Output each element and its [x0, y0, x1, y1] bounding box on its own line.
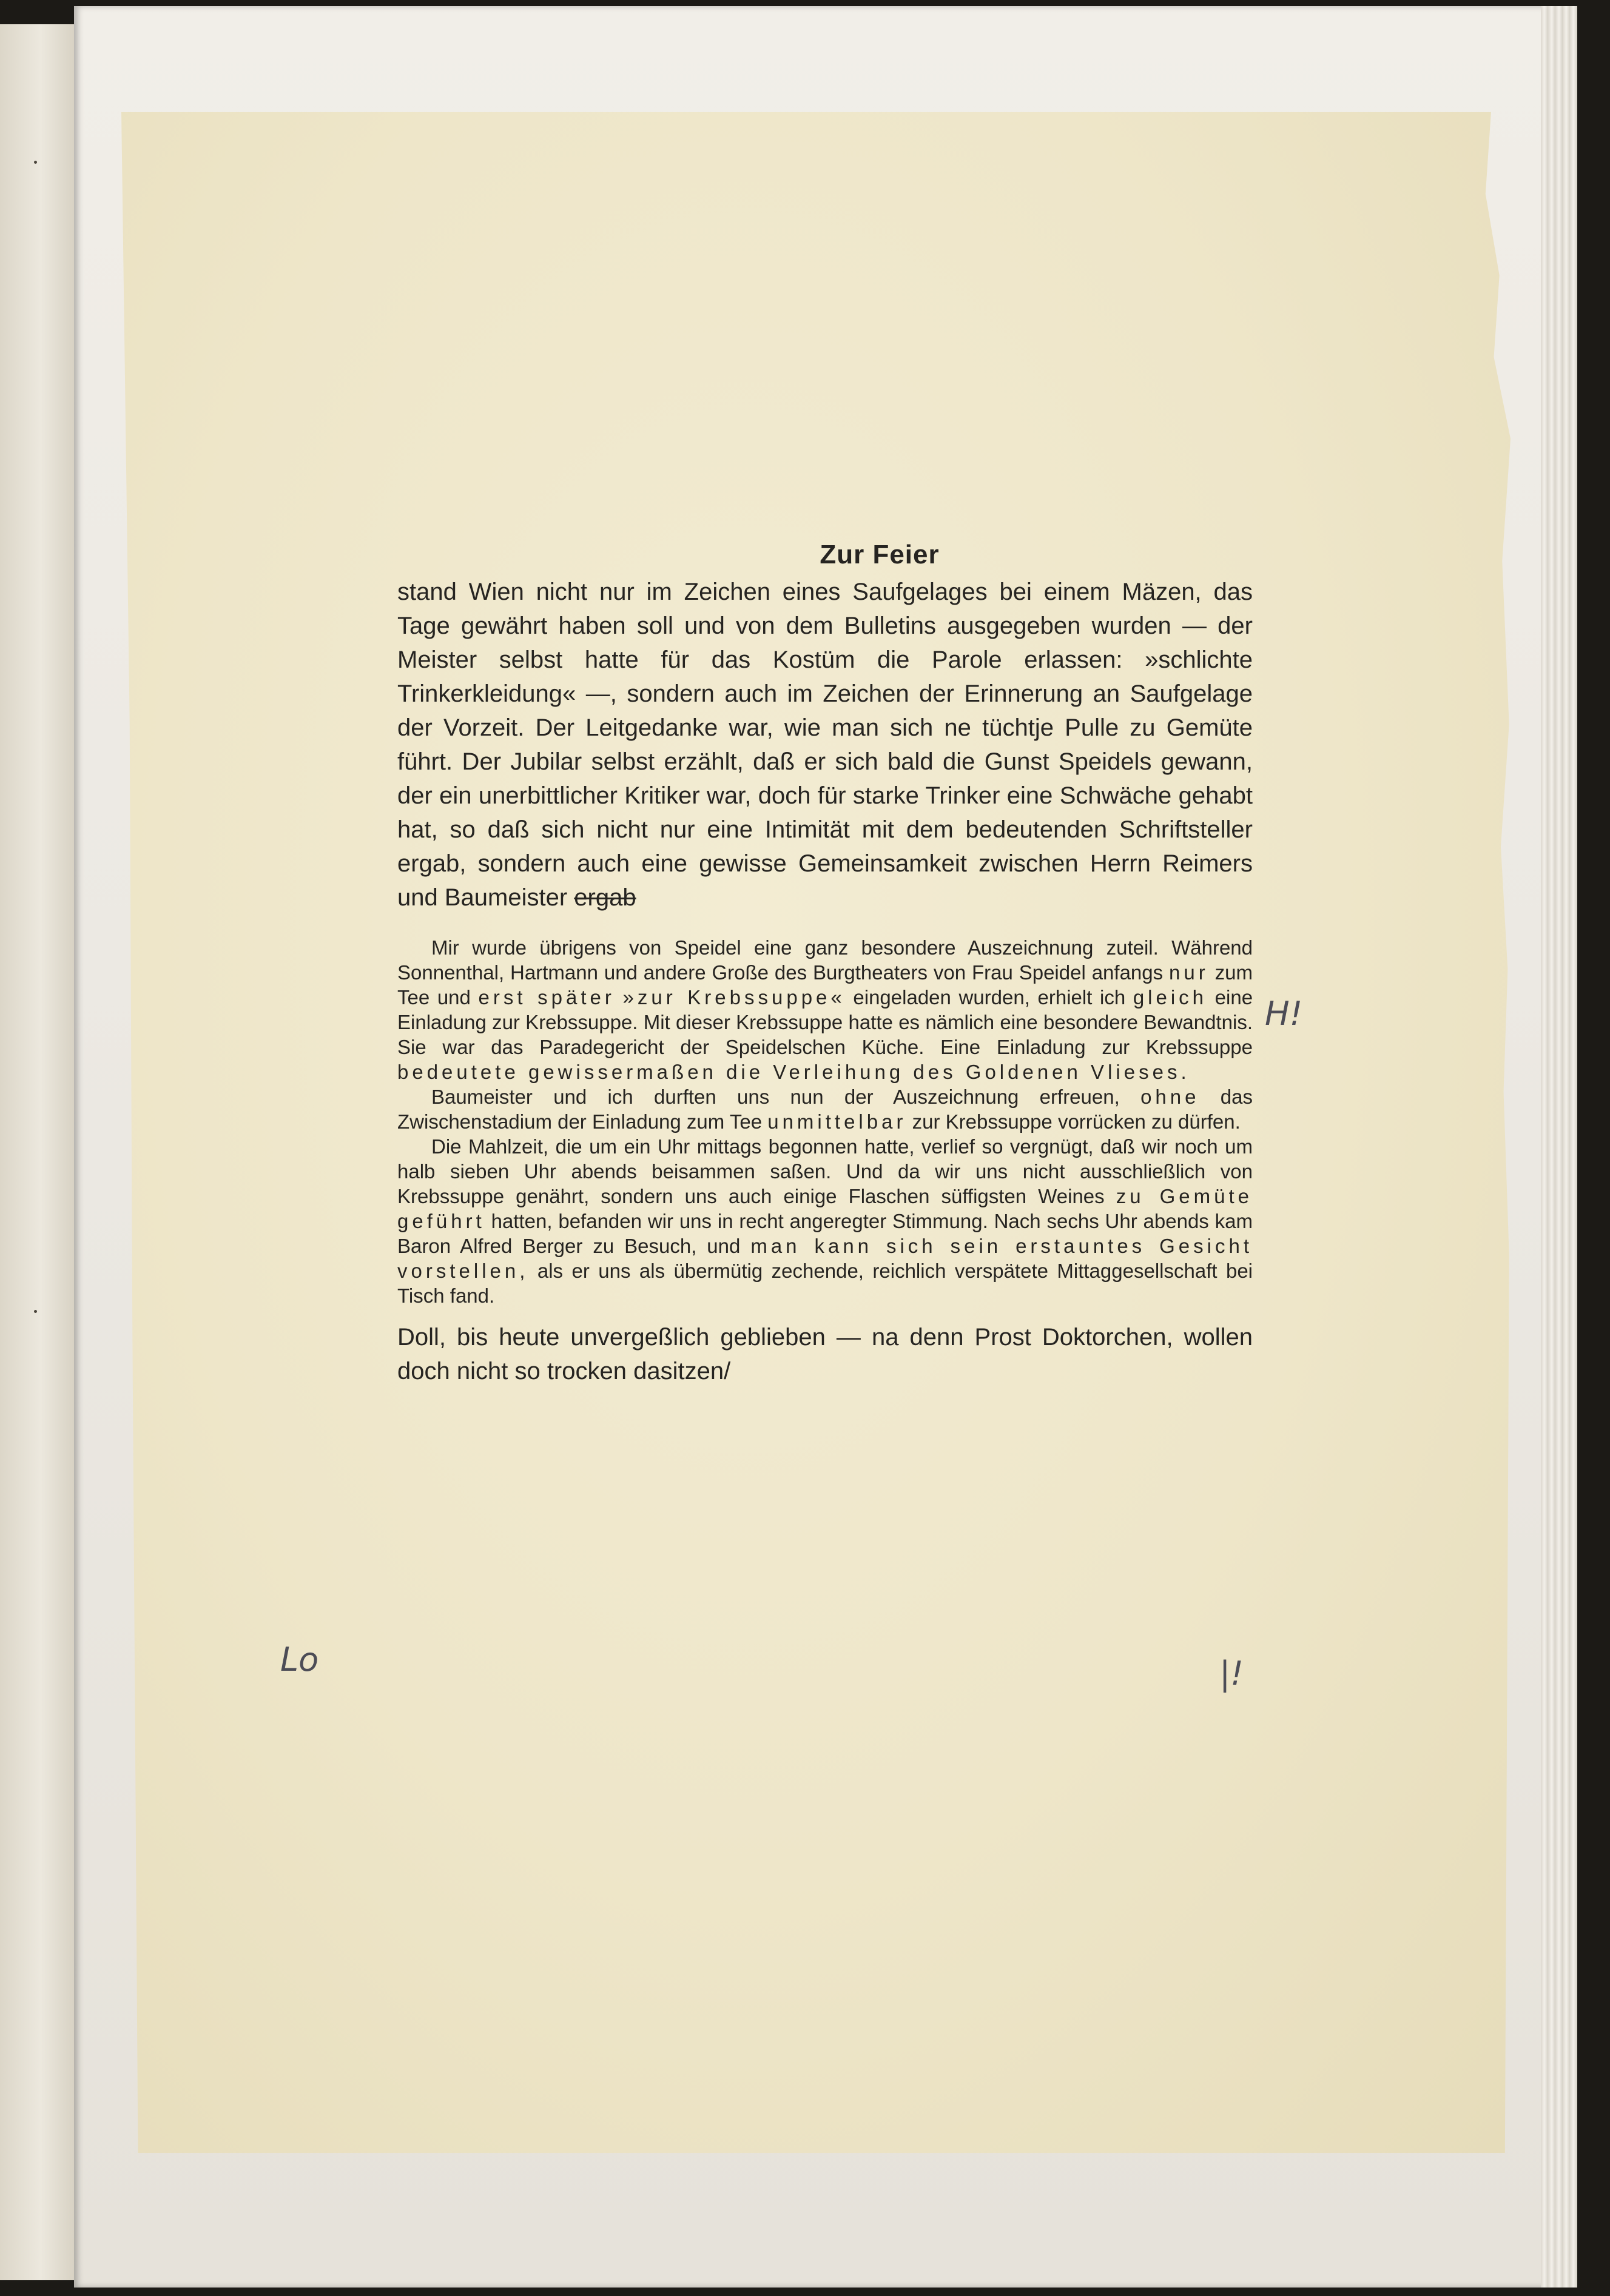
- text: Die Mahlzeit, die um ein Uhr mittags begonnen hatte, verlief so vergnügt, daß wir noch um halb sieben Uhr abends beisammen saßen. Und da wir uns nicht ausschließlich von Krebssuppe genährt, sondern uns auch einige Flaschen süffigsten Weines: [397, 1135, 1253, 1207]
- quote-paragraph-2: [397, 1084, 1253, 1134]
- spaced-text: zu Gemüte geführt: [397, 1185, 1253, 1232]
- closing-paragraph: Doll, bis heute unvergeßlich geblieben — na denn Prost Doktorchen, wollen doch nicht so trocken dasitzen/: [397, 1324, 1253, 1385]
- spaced-text: erst später: [478, 986, 615, 1009]
- quote-paragraph-3: [397, 1134, 1253, 1308]
- text: hatten, befanden wir uns in recht angeregter Stimmung. Nach sechs Uhr abends kam Baron Alfred Berger zu Besuch, und: [397, 1210, 1253, 1257]
- margin-note-lower: |!: [1219, 1654, 1244, 1693]
- text: das Zwischenstadium der Einladung zum Tee: [397, 1086, 1253, 1133]
- lead-paragraph: [397, 575, 1253, 915]
- lead-text: stand Wien nicht nur im Zeichen eines Saufgelages bei einem Mäzen, das Tage gewährt haben soll und von dem Bulletins ausgegeben wurden — der Meister selbst hatte für das Kostüm die Parole erlassen: »schlichte Trinkerkleidung« —, sondern auch im Zeichen der Erinnerung an Saufgelage der Vorzeit. Der Leitgedanke war, wie man sich ne tüchtje Pulle zu Gemüte führt. Der Jubilar selbst erzählt, daß er sich bald die Gunst Speidels gewann, der ein unerbittlicher Kritiker war, doch für starke Trinker eine Schwäche gehabt hat, so daß sich nicht nur eine Intimität mit dem bedeutenden Schriftsteller ergab, sondern auch eine gewisse Gemeinsamkeit zwischen Herrn Reimers und Baumeister: [397, 579, 1253, 911]
- margin-note-upper: H!: [1265, 995, 1303, 1033]
- spaced-text: ohne: [1140, 1086, 1200, 1108]
- spaced-text: nur: [1169, 961, 1209, 984]
- quote-paragraph-1: [397, 935, 1253, 1084]
- binding-hole: [34, 1310, 37, 1313]
- spaced-text: »zur Krebssuppe«: [622, 986, 846, 1009]
- text: zum Tee und: [397, 961, 1253, 1009]
- text: Baumeister und ich durften uns nun der Auszeichnung erfreuen,: [431, 1086, 1120, 1108]
- margin-note-left: Lo: [280, 1640, 319, 1679]
- spaced-text: bedeutete gewissermaßen die Verleihung des Goldenen Vlieses.: [397, 1061, 1190, 1083]
- text: eingeladen wurden, erhielt ich: [853, 986, 1126, 1009]
- spaced-text: man kann sich sein erstauntes Gesicht vorstellen,: [397, 1235, 1253, 1282]
- text: eine Einladung zur Krebssuppe. Mit dieser Krebssuppe hatte es nämlich eine besondere Bewandtnis. Sie war das Paradegericht der Speidelschen Küche. Eine Einladung zur Krebssuppe: [397, 986, 1253, 1058]
- binding-hole: [34, 161, 37, 164]
- spaced-text: gleich: [1133, 986, 1208, 1009]
- leaf-page-edges: [1541, 6, 1577, 2288]
- struck-word: ergab: [574, 884, 636, 911]
- text: Mir wurde übrigens von Speidel eine ganz besondere Auszeichnung zuteil. Während Sonnenthal, Hartmann und andere Große des Burgtheaters von Frau Speidel anfangs: [397, 936, 1253, 984]
- spaced-text: unmittelbar: [767, 1110, 907, 1133]
- text: als er uns als übermütig zechende, reichlich verspätete Mittaggesellschaft bei Tisch fand.: [397, 1260, 1253, 1307]
- article: [397, 540, 1253, 1388]
- text: zur Krebssuppe vorrücken zu dürfen.: [912, 1110, 1241, 1133]
- left-album-page: [0, 24, 74, 2280]
- article-heading: Zur Feier: [820, 540, 940, 569]
